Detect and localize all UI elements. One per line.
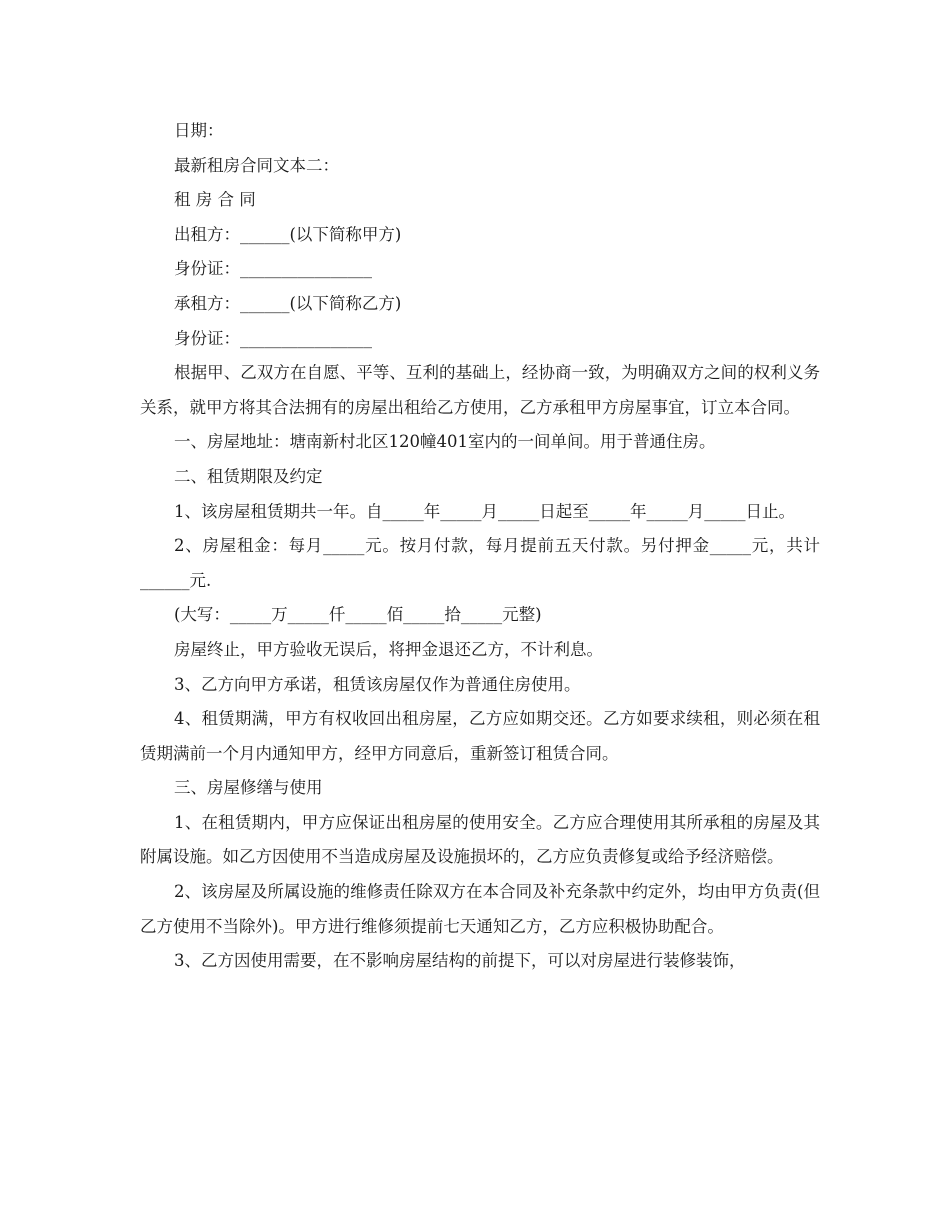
date-line: 日期：: [174, 121, 224, 140]
lessee-id-line: 身份证：________________: [174, 328, 372, 348]
preamble-paragraph: 根据甲、乙双方在自愿、平等、互利的基础上，经协商一致，为明确双方之间的权利义务关系，就甲方将其合法拥有的房屋出租给乙方使用，乙方承租甲方房屋事宜，订立本合同。: [140, 363, 820, 417]
section-heading: 最新租房合同文本二：: [174, 155, 339, 175]
clause-decoration: 3、乙方因使用需要，在不影响房屋结构的前提下，可以对房屋进行装修装饰，: [174, 951, 746, 971]
clause-rent: 2、房屋租金：每月_____元。按月付款，每月提前五天付款。另付押金_____元，共计______元.: [140, 536, 820, 590]
clause-repair-responsibility: 2、该房屋及所属设施的维修责任除双方在本合同及补充条款中约定外，均由甲方负责(但乙方使用不当除外)。甲方进行维修须提前七天通知乙方，乙方应积极协助配合。: [140, 882, 820, 936]
lessee-line: 承租方：______(以下简称乙方): [174, 293, 402, 313]
document-body: [140, 114, 820, 979]
lessor-id-line: 身份证：________________: [174, 259, 372, 279]
clause-deposit-return: 房屋终止，甲方验收无误后，将押金退还乙方，不计利息。: [174, 639, 603, 659]
clause-usage-promise: 3、乙方向甲方承诺，租赁该房屋仅作为普通住房使用。: [174, 674, 581, 694]
clause-rent-capital: (大写：_____万_____仟_____佰_____拾_____元整): [174, 605, 542, 625]
clause-heading-repair: 三、房屋修缮与使用: [174, 778, 323, 798]
clause-term-period: 1、该房屋租赁期共一年。自_____年_____月_____日起至_____年_____月_____日止。: [174, 501, 795, 521]
clause-heading-term: 二、租赁期限及约定: [174, 466, 323, 486]
clause-repair-safety: 1、在租赁期内，甲方应保证出租房屋的使用安全。乙方应合理使用其所承租的房屋及其附属设施。如乙方因使用不当造成房屋及设施损坏的，乙方应负责修复或给予经济赔偿。: [140, 812, 820, 867]
lessor-line: 出租方：______(以下简称甲方): [174, 224, 402, 244]
clause-address: 一、房屋地址：塘南新村北区120幢401室内的一间单间。用于普通住房。: [174, 432, 716, 452]
clause-renewal: 4、租赁期满，甲方有权收回出租房屋，乙方应如期交还。乙方如要求续租，则必须在租赁期满前一个月内通知甲方，经甲方同意后，重新签订租赁合同。: [140, 709, 820, 763]
contract-title: 租 房 合 同: [174, 190, 256, 210]
